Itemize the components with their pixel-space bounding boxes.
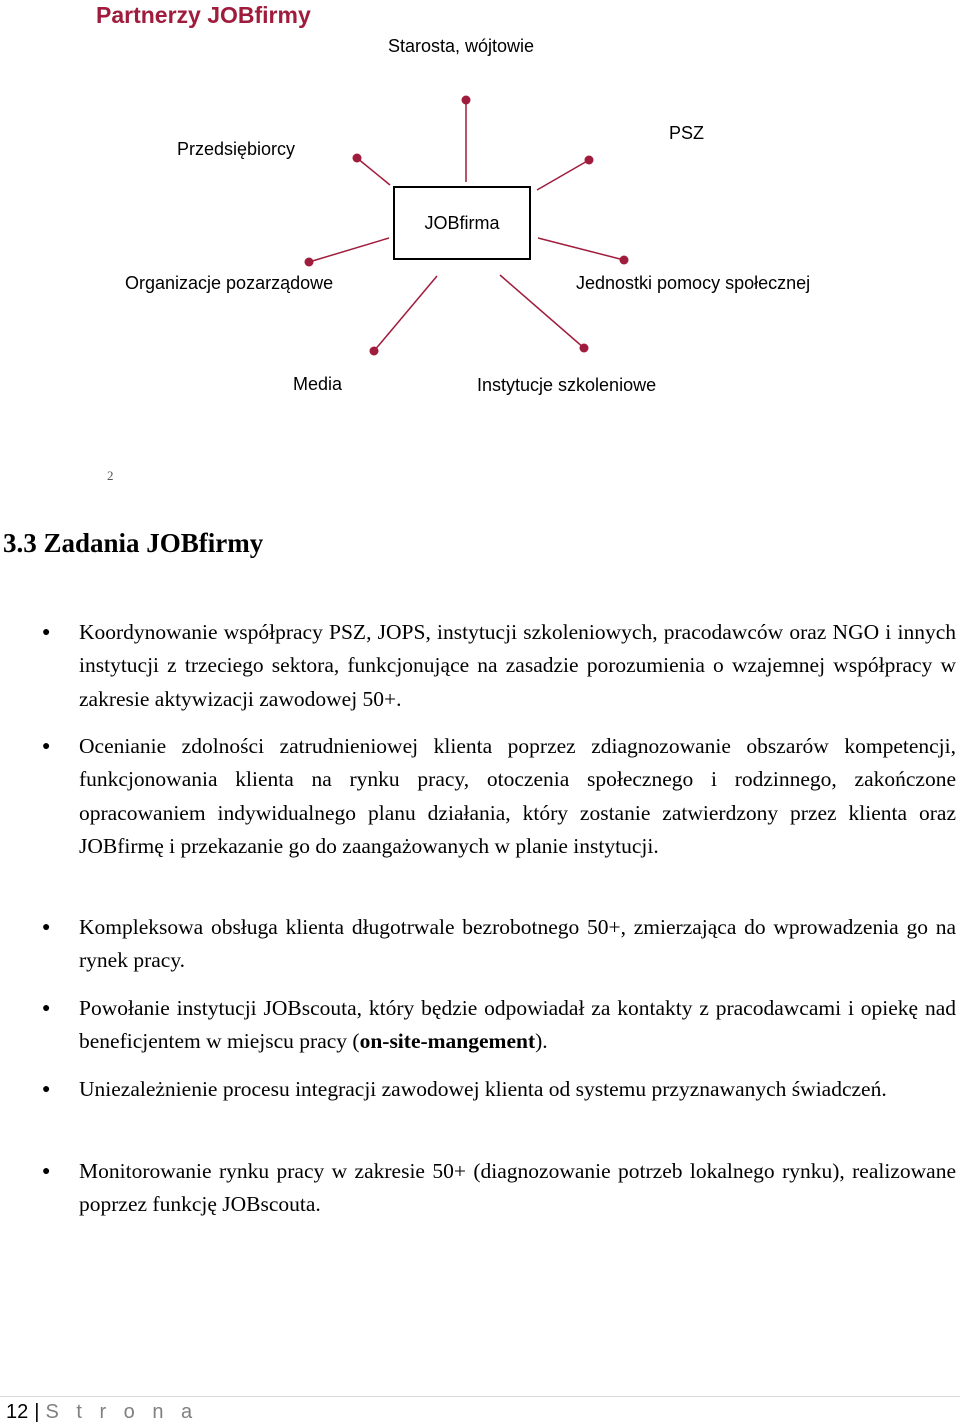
page-number: 12 — [6, 1401, 29, 1423]
list-item-text: Ocenianie zdolności zatrudnieniowej klienta poprzez zdiagnozowanie obszarów kompetencji, funkcjonowania klienta na rynku pracy, otoczenia społecznego i rodzinnego, zakończone opracowaniem indywidualnego planu działania, który zostanie zatwierdzony przez klienta oraz JOBfirmę i przekazanie go do zaangażowanych w planie instytucji. — [79, 734, 956, 858]
node-label-starosta: Starosta, wójtowie — [388, 36, 535, 56]
node-label-media: Media — [293, 374, 343, 394]
bullet-icon: ● — [42, 1001, 51, 1016]
node-dot-przedsiebiorcy — [353, 154, 362, 163]
list-item-text: Monitorowanie rynku pracy w zakresie 50+ (diagnozowanie potrzeb lokalnego rynku), realizowane poprzez funkcję JOBscouta. — [79, 1159, 956, 1217]
diagram-title: Partnerzy JOBfirmy — [96, 2, 311, 28]
node-label-jednostki: Jednostki pomocy społecznej — [576, 273, 811, 293]
bullet-icon: ● — [42, 920, 51, 935]
center-node-jobfirma — [393, 186, 531, 260]
footer-separator: | — [34, 1401, 40, 1423]
node-label-psz: PSZ — [669, 123, 705, 143]
node-dot-instytucje — [580, 344, 589, 353]
footer-label: S t r o n a — [45, 1401, 199, 1423]
node-label-organizacje: Organizacje pozarządowe — [125, 273, 334, 293]
node-dot-psz — [585, 156, 594, 165]
section-heading: 3.3 Zadania JOBfirmy — [3, 528, 264, 558]
list-item-text-main: Powołanie instytucji JOBscouta, który będzie odpowiadał za kontakty z pracodawcami i opiekę nad beneficjentem w miejscu pracy ( — [79, 996, 956, 1054]
node-label-przedsiebiorcy: Przedsiębiorcy — [177, 139, 296, 159]
node-dot-organizacje — [305, 258, 314, 267]
bullet-icon: ● — [42, 1082, 51, 1097]
list-item-text: Kompleksowa obsługa klienta długotrwale bezrobotnego 50+, zmierzająca do wprowadzenia go na rynek pracy. — [79, 915, 956, 973]
list-item-text: Koordynowanie współpracy PSZ, JOPS, instytucji szkoleniowych, pracodawców oraz NGO i innych instytucji z trzeciego sektora, funkcjonujące na zasadzie porozumienia o wzajemnej współpracy w zakresie aktywizacji zawodowej 50+. — [79, 620, 956, 711]
list-item-text-bold: on-site-mangement — [359, 1029, 536, 1054]
footer-divider — [0, 1396, 960, 1397]
bullet-icon: ● — [42, 1164, 51, 1179]
page-footer — [6, 1401, 198, 1424]
connector-psz — [537, 160, 589, 190]
connector-przedsiebiorcy — [357, 158, 390, 185]
center-node-label: JOBfirma — [424, 212, 500, 233]
bullet-icon: ● — [42, 625, 51, 640]
connector-organizacje — [309, 238, 389, 262]
connector-jednostki — [538, 238, 624, 260]
bullet-icon: ● — [42, 739, 51, 754]
connector-instytucje — [500, 275, 584, 348]
list-item-text — [79, 992, 956, 1059]
connector-media — [374, 276, 437, 351]
node-dot-starosta — [462, 96, 471, 105]
list-item-text-after: ). — [535, 1029, 548, 1054]
node-dot-jednostki — [620, 256, 629, 265]
list-item-text: Uniezależnienie procesu integracji zawodowej klienta od systemu przyznawanych świadczeń. — [79, 1077, 887, 1101]
node-label-instytucje: Instytucje szkoleniowe — [477, 375, 657, 395]
footnote-reference: 2 — [107, 468, 114, 483]
node-dot-media — [370, 347, 379, 356]
